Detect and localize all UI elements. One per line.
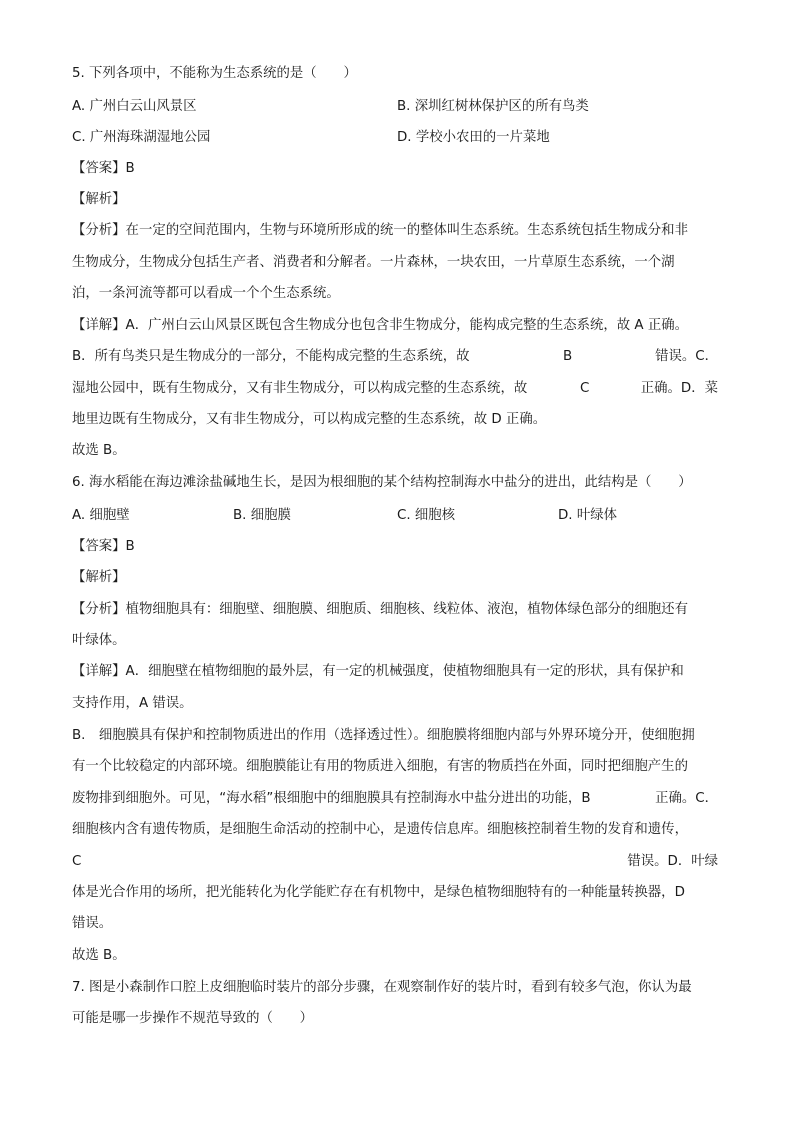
q5-fenxi-line: 泊，一条河流等都可以看成一个个生态系统。 — [72, 286, 340, 301]
q5-xiangjie-segment: 错误。C． — [655, 349, 718, 364]
q5-option-d: D. 学校小农田的一片菜地 — [397, 130, 550, 145]
q5-option-b: B. 深圳红树林保护区的所有鸟类 — [397, 99, 589, 114]
q5-xiangjie-segment: B — [563, 349, 573, 364]
q5-answer: 【答案】B — [72, 161, 135, 176]
q6-option-c: C. 细胞核 — [397, 508, 456, 523]
q6-option-b: B. 细胞膜 — [233, 508, 291, 523]
q6-analysis-title: 【解析】 — [72, 570, 126, 585]
q5-xiangjie-segment: C — [580, 381, 590, 396]
q6-stem: 6. 海水稻能在海边滩涂盐碱地生长，是因为根细胞的某个结构控制海水中盐分的进出，此结构是（ ） — [72, 475, 692, 490]
q5-option-c: C. 广州海珠湖湿地公园 — [72, 130, 211, 145]
q6-xiangjie-segment: C — [72, 854, 82, 869]
q6-option-a: A. 细胞壁 — [72, 508, 130, 523]
q6-xiangjie-line: 体是光合作用的场所，把光能转化为化学能贮存在有机物中，是绿色植物细胞特有的一种能量转换器，D — [72, 885, 685, 900]
q6-xiangjie-line: 有一个比较稳定的内部环境。细胞膜能让有用的物质进入细胞，有害的物质挡在外面，同时把细胞产生的 — [72, 759, 688, 774]
q5-conclusion: 故选 B。 — [72, 443, 126, 458]
q6-fenxi-line: 叶绿体。 — [72, 633, 126, 648]
q6-xiangjie-segment: 正确。C． — [655, 791, 718, 806]
q5-xiangjie-line: 地里边既有生物成分，又有非生物成分，可以构成完整的生态系统，故 D 正确。 — [72, 412, 547, 427]
q5-xiangjie-segment: B．所有鸟类只是生物成分的一部分，不能构成完整的生态系统，故 — [72, 349, 470, 364]
q6-xiangjie-segment: 废物排到细胞外。可见，“海水稻”根细胞中的细胞膜具有控制海水中盐分进出的功能，B — [72, 791, 591, 806]
q6-xiangjie-segment: 错误。D．叶绿 — [627, 854, 718, 869]
q5-option-a: A. 广州白云山风景区 — [72, 99, 197, 114]
q5-xiangjie-segment: 正确。D．菜 — [640, 381, 718, 396]
q5-fenxi-line: 【分析】在一定的空间范围内，生物与环境所形成的统一的整体叫生态系统。生态系统包括生物成分和非 — [72, 223, 688, 238]
q5-analysis-title: 【解析】 — [72, 192, 126, 207]
q6-option-d: D. 叶绿体 — [558, 508, 617, 523]
q7-stem-line: 7. 图是小森制作口腔上皮细胞临时装片的部分步骤，在观察制作好的装片时，看到有较多气泡，你认为最 — [72, 980, 692, 995]
q5-xiangjie-line: 【详解】A．广州白云山风景区既包含生物成分也包含非生物成分，能构成完整的生态系统，故 A 正确。 — [72, 318, 689, 333]
q5-stem: 5. 下列各项中，不能称为生态系统的是（ ） — [72, 66, 357, 81]
q6-xiangjie-line: 支持作用，A 错误。 — [72, 696, 193, 711]
q6-xiangjie-line: 【详解】A．细胞壁在植物细胞的最外层，有一定的机械强度，使植物细胞具有一定的形状，具有保护和 — [72, 664, 684, 679]
q5-xiangjie-segment: 湿地公园中，既有生物成分，又有非生物成分，可以构成完整的生态系统，故 — [72, 381, 528, 396]
q6-conclusion: 故选 B。 — [72, 948, 126, 963]
q6-fenxi-line: 【分析】植物细胞具有：细胞壁、细胞膜、细胞质、细胞核、线粒体、液泡，植物体绿色部分的细胞还有 — [72, 602, 688, 617]
q7-stem-line: 可能是哪一步操作不规范导致的（ ） — [72, 1011, 314, 1026]
q6-xiangjie-line: 细胞核内含有遗传物质，是细胞生命活动的控制中心，是遗传信息库。细胞核控制着生物的发育和遗传， — [72, 822, 688, 837]
q6-xiangjie-line: B. 细胞膜具有保护和控制物质进出的作用（选择透过性）。细胞膜将细胞内部与外界环境分开，使细胞拥 — [72, 728, 695, 743]
q5-fenxi-line: 生物成分，生物成分包括生产者、消费者和分解者。一片森林，一块农田，一片草原生态系统，一个湖 — [72, 255, 675, 270]
q6-xiangjie-line: 错误。 — [72, 916, 113, 931]
q6-answer: 【答案】B — [72, 539, 135, 554]
